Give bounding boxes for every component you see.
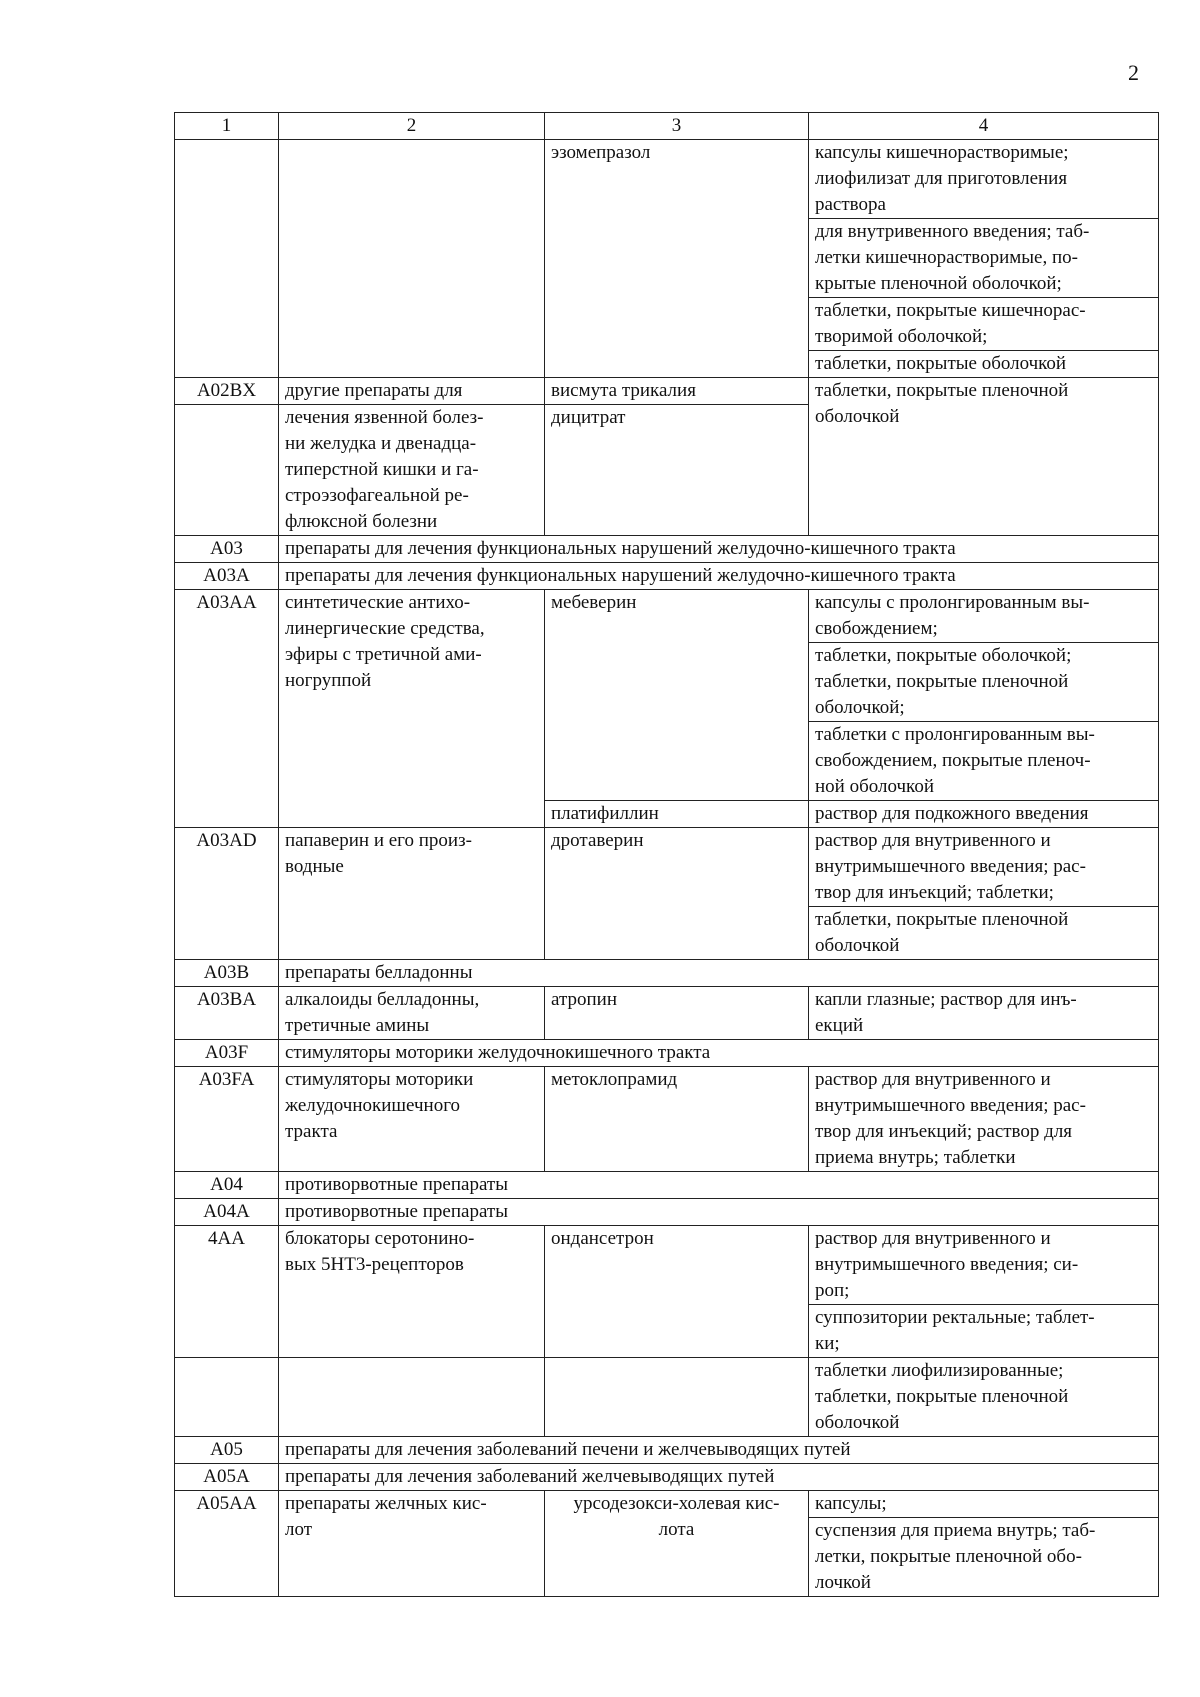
- table-row: [175, 1464, 1159, 1491]
- drug-cell: урсодезокси-холевая кис- лота: [545, 1491, 809, 1597]
- forms-cell: капсулы с пролонгированным вы- свобождением;: [809, 590, 1159, 643]
- drug-cell: дицитрат: [545, 405, 809, 536]
- forms-cell: таблетки лиофилизированные; таблетки, покрытые пленочной оболочкой: [809, 1358, 1159, 1437]
- forms-cell: для внутривенного введения; таб- летки кишечнорастворимые, по- крытые пленочной оболочкой;: [809, 219, 1159, 298]
- forms-cell: капсулы;: [809, 1491, 1159, 1518]
- drug-cell: [545, 1358, 809, 1437]
- table-row: [175, 536, 1159, 563]
- table-row: [175, 140, 1159, 219]
- table-row: [175, 1226, 1159, 1305]
- forms-cell: раствор для внутривенного и внутримышечного введения; рас- твор для инъекций; таблетки;: [809, 828, 1159, 907]
- forms-cell: таблетки, покрытые оболочкой; таблетки, покрытые пленочной оболочкой;: [809, 643, 1159, 722]
- table-row: [175, 1172, 1159, 1199]
- table-row: [175, 960, 1159, 987]
- group-cell: противорвотные препараты: [279, 1199, 1159, 1226]
- drug-cell: висмута трикалия: [545, 378, 809, 405]
- code-cell: A02BX: [175, 378, 279, 405]
- forms-cell: суспензия для приема внутрь; таб- летки, покрытые пленочной обо- лочкой: [809, 1518, 1159, 1597]
- group-cell: блокаторы серотонино- вых 5HT3-рецепторов: [279, 1226, 545, 1358]
- table-row: [175, 987, 1159, 1040]
- code-cell: A04A: [175, 1199, 279, 1226]
- code-cell: A03: [175, 536, 279, 563]
- header-cell: 1: [175, 113, 279, 140]
- table-row: [175, 1358, 1159, 1437]
- forms-cell: раствор для внутривенного и внутримышечного введения; рас- твор для инъекций; раствор для приема внутрь; таблетки: [809, 1067, 1159, 1172]
- header-cell: 3: [545, 113, 809, 140]
- forms-cell: таблетки, покрытые кишечнорас- творимой оболочкой;: [809, 298, 1159, 351]
- page-number: 2: [1128, 60, 1139, 85]
- code-cell: A03BA: [175, 987, 279, 1040]
- group-cell: [279, 1358, 545, 1437]
- table-row: [175, 590, 1159, 643]
- group-cell: лечения язвенной болез- ни желудка и двенадца- типерстной кишки и га- строэзофагеальной ре- флюксной болезни: [279, 405, 545, 536]
- code-cell: A03AD: [175, 828, 279, 960]
- header-cell: 2: [279, 113, 545, 140]
- table-row: [175, 828, 1159, 907]
- forms-cell: капсулы кишечнорастворимые; лиофилизат для приготовления раствора: [809, 140, 1159, 219]
- forms-cell: раствор для внутривенного и внутримышечного введения; си- роп;: [809, 1226, 1159, 1305]
- drug-cell: метоклопрамид: [545, 1067, 809, 1172]
- code-cell: 4AA: [175, 1226, 279, 1358]
- forms-cell: суппозитории ректальные; таблет- ки;: [809, 1305, 1159, 1358]
- table-row: [175, 378, 1159, 405]
- drug-cell: ондансетрон: [545, 1226, 809, 1358]
- code-cell: A05A: [175, 1464, 279, 1491]
- drug-cell: атропин: [545, 987, 809, 1040]
- code-cell: [175, 140, 279, 378]
- drug-cell: платифиллин: [545, 801, 809, 828]
- group-cell: препараты белладонны: [279, 960, 1159, 987]
- table-header-row: [175, 113, 1159, 140]
- code-cell: A05: [175, 1437, 279, 1464]
- code-cell: A05AA: [175, 1491, 279, 1597]
- forms-cell: таблетки с пролонгированным вы- свобождением, покрытые пленоч- ной оболочкой: [809, 722, 1159, 801]
- forms-cell: капли глазные; раствор для инъ- екций: [809, 987, 1159, 1040]
- drug-table: [174, 112, 1159, 1597]
- group-cell: другие препараты для: [279, 378, 545, 405]
- group-cell: папаверин и его произ- водные: [279, 828, 545, 960]
- code-cell: A03B: [175, 960, 279, 987]
- drug-cell: эзомепразол: [545, 140, 809, 378]
- forms-cell: раствор для подкожного введения: [809, 801, 1159, 828]
- table-row: [175, 563, 1159, 590]
- group-cell: препараты желчных кис- лот: [279, 1491, 545, 1597]
- group-cell: препараты для лечения функциональных нарушений желудочно-кишечного тракта: [279, 563, 1159, 590]
- forms-cell: таблетки, покрытые пленочной оболочкой: [809, 907, 1159, 960]
- drug-cell: дротаверин: [545, 828, 809, 960]
- group-cell: [279, 140, 545, 378]
- group-cell: препараты для лечения заболеваний печени и желчевыводящих путей: [279, 1437, 1159, 1464]
- table-row: [175, 1199, 1159, 1226]
- code-cell: A03A: [175, 563, 279, 590]
- table-row: [175, 1040, 1159, 1067]
- header-cell: 4: [809, 113, 1159, 140]
- group-cell: стимуляторы моторики желудочнокишечного тракта: [279, 1040, 1159, 1067]
- group-cell: алкалоиды белладонны, третичные амины: [279, 987, 545, 1040]
- group-cell: препараты для лечения функциональных нарушений желудочно-кишечного тракта: [279, 536, 1159, 563]
- forms-cell: таблетки, покрытые пленочной оболочкой: [809, 378, 1159, 536]
- forms-cell: таблетки, покрытые оболочкой: [809, 351, 1159, 378]
- group-cell: противорвотные препараты: [279, 1172, 1159, 1199]
- table-row: [175, 1491, 1159, 1518]
- code-cell: A03F: [175, 1040, 279, 1067]
- group-cell: синтетические антихо- линергические средства, эфиры с третичной ами- ногруппой: [279, 590, 545, 828]
- code-cell: A03FA: [175, 1067, 279, 1172]
- table-row: [175, 1067, 1159, 1172]
- group-cell: препараты для лечения заболеваний желчевыводящих путей: [279, 1464, 1159, 1491]
- code-cell: A03AA: [175, 590, 279, 828]
- code-cell: [175, 405, 279, 536]
- group-cell: стимуляторы моторики желудочнокишечного тракта: [279, 1067, 545, 1172]
- code-cell: [175, 1358, 279, 1437]
- table-row: [175, 1437, 1159, 1464]
- drug-cell: мебеверин: [545, 590, 809, 801]
- code-cell: A04: [175, 1172, 279, 1199]
